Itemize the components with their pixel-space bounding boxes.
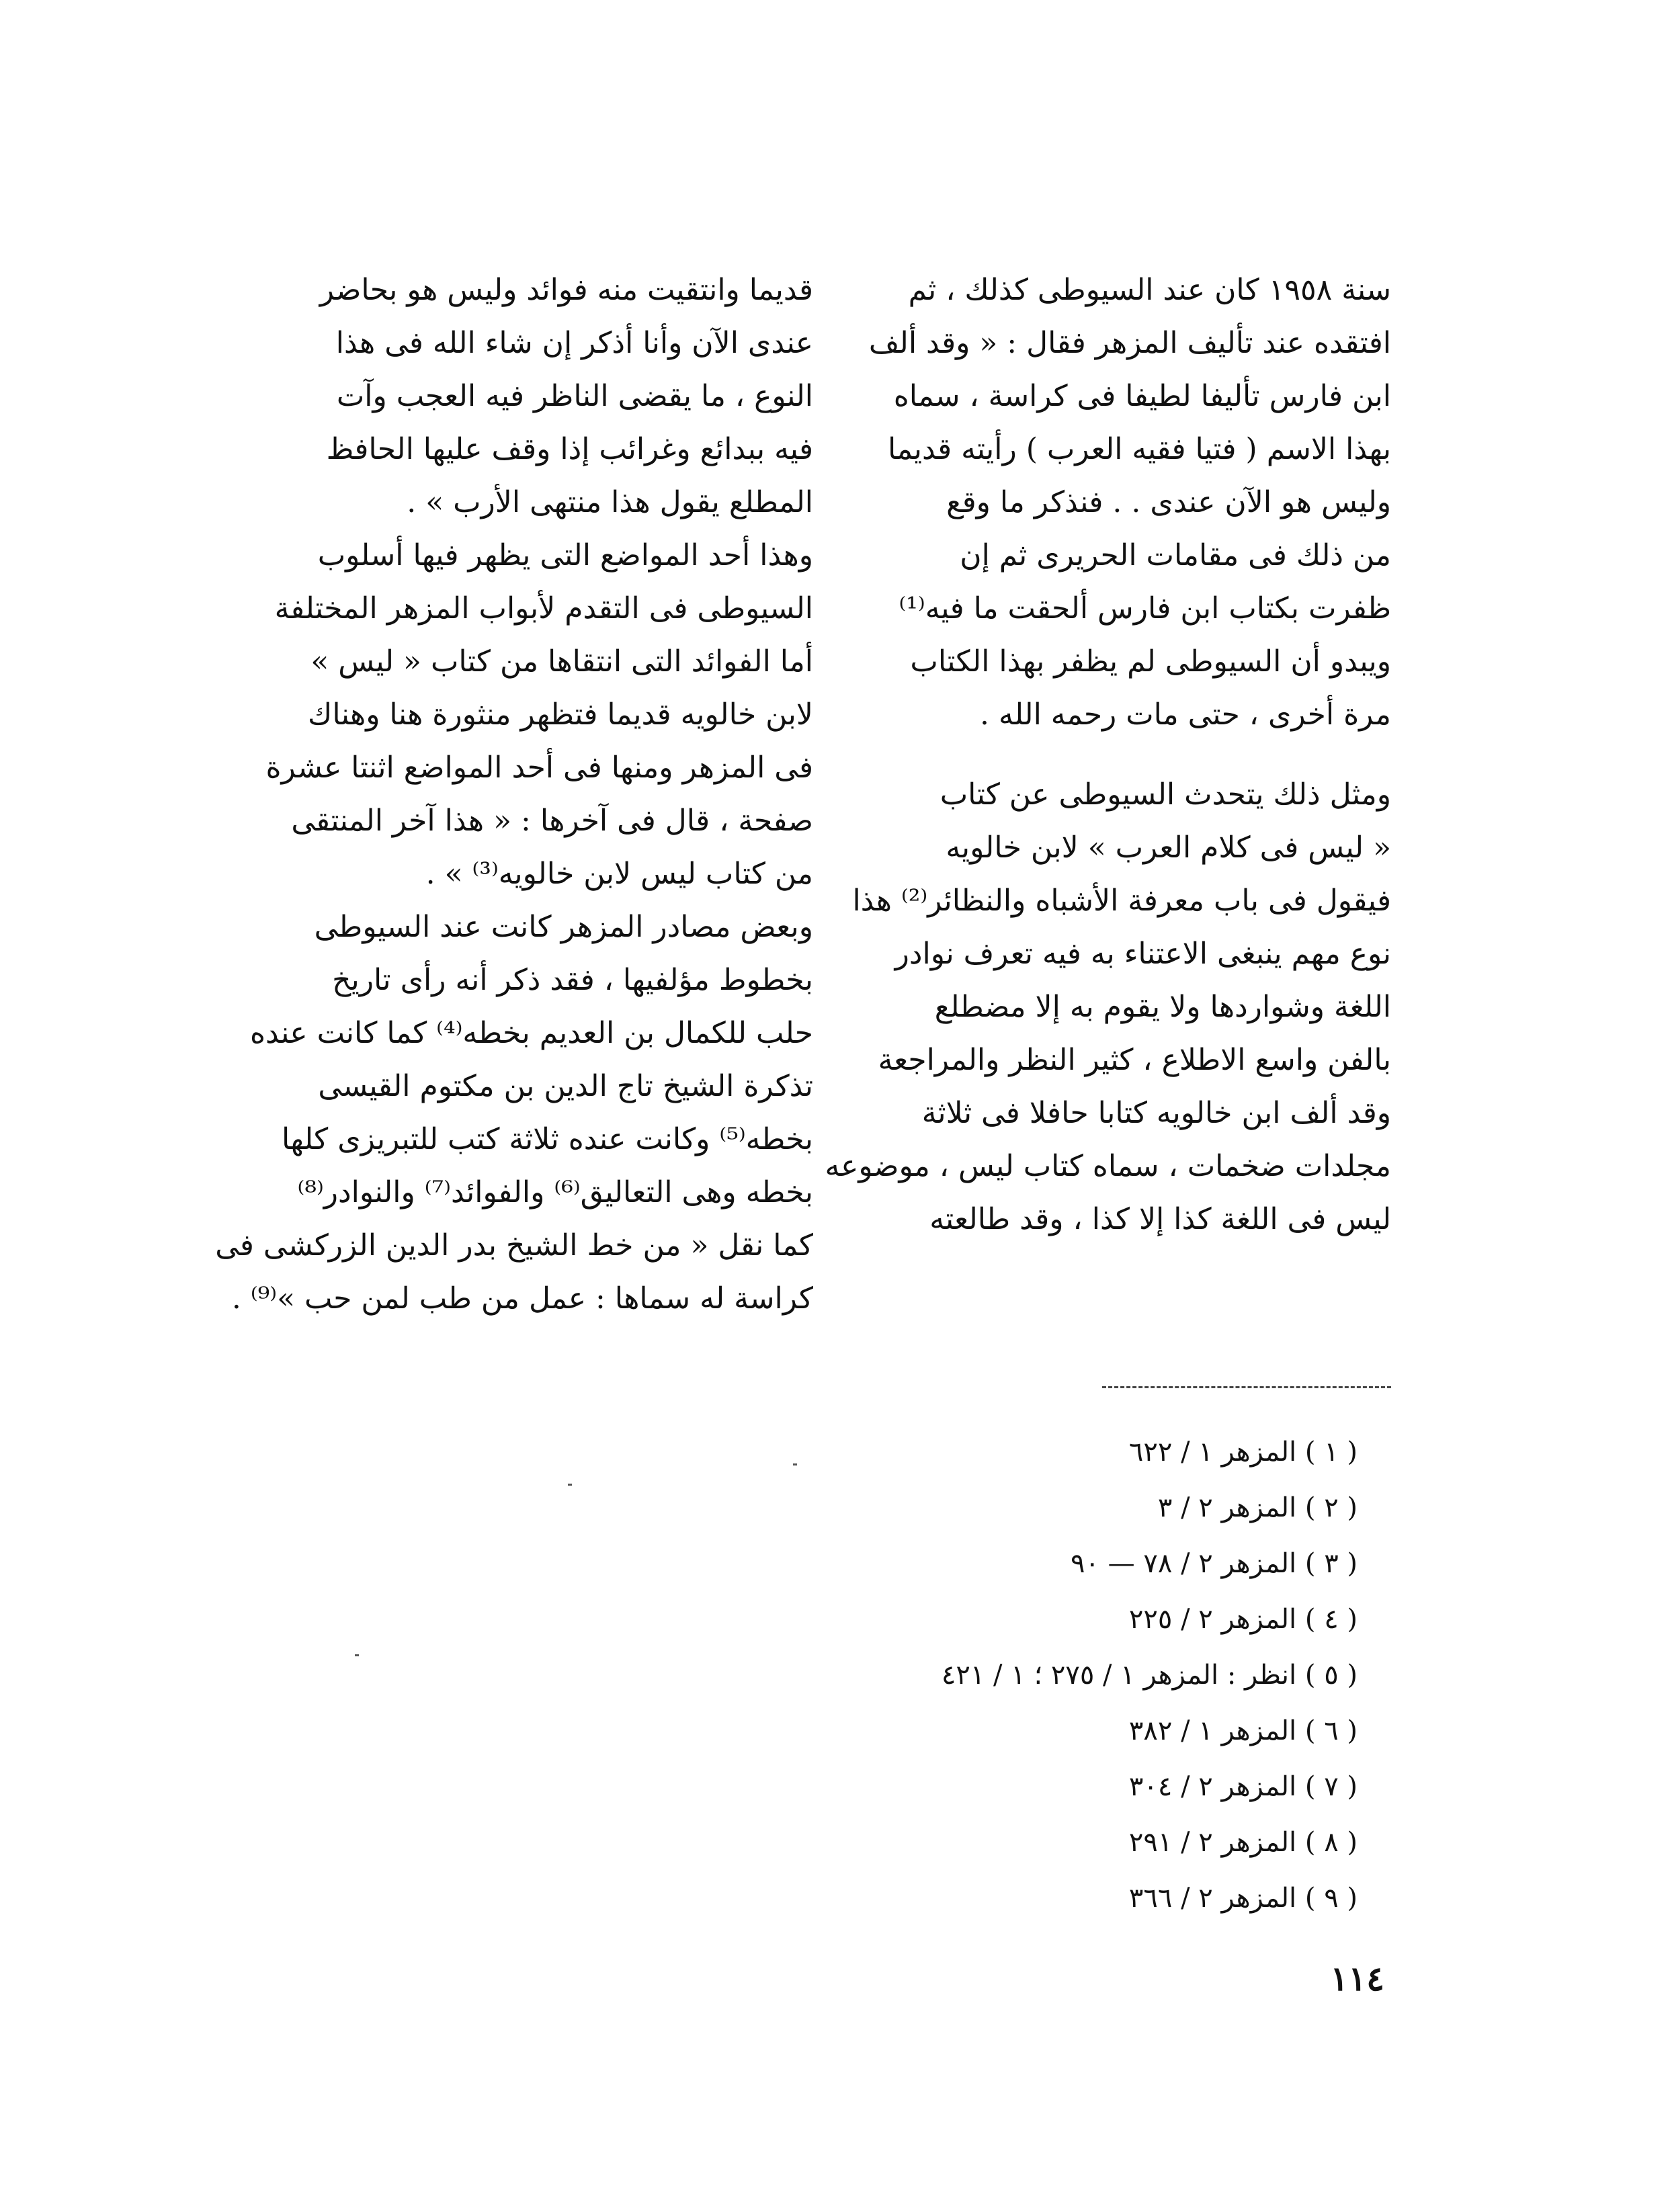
text-line: ويبدو أن السيوطى لم يظفر بهذا الكتاب <box>910 644 1391 679</box>
text-line: كما نقل « من خط الشيخ بدر الدين الزركشى فى <box>215 1228 813 1263</box>
footnote: ( ٩ ) المزهر ٢ / ٣٦٦ <box>1128 1883 1358 1914</box>
text-line: تذكرة الشيخ تاج الدين بن مكتوم القيسى <box>318 1069 813 1103</box>
text-line: ظفرت بكتاب ابن فارس ألحقت ما فيه⁽¹⁾ <box>899 591 1391 626</box>
text-line: نوع مهم ينبغى الاعتناء به فيه تعرف نوادر <box>894 937 1391 971</box>
footnote: ( ٢ ) المزهر ٢ / ٣ <box>1157 1492 1358 1523</box>
footnote: ( ٦ ) المزهر ١ / ٣٨٢ <box>1128 1715 1358 1746</box>
text-line: فى المزهر ومنها فى أحد المواضع اثنتا عشرة <box>265 751 813 785</box>
footnote: ( ٤ ) المزهر ٢ / ٢٢٥ <box>1128 1604 1358 1635</box>
footnote-divider <box>1102 1386 1391 1388</box>
text-line: « ليس فى كلام العرب » لابن خالويه <box>946 831 1391 865</box>
text-line: بخطه وهى التعاليق⁽⁶⁾ والفوائد⁽⁷⁾ والنوادر⁽⁸⁾ <box>297 1175 813 1209</box>
text-line: وبعض مصادر المزهر كانت عند السيوطى <box>314 910 813 944</box>
text-line: قديما وانتقيت منه فوائد وليس هو بحاضر <box>319 273 813 307</box>
text-line: سنة ١٩٥٨ كان عند السيوطى كذلك ، ثم <box>908 273 1391 307</box>
scan-speck <box>568 1484 572 1486</box>
text-line: بخطوط مؤلفيها ، فقد ذكر أنه رأى تاريخ <box>332 963 813 997</box>
text-line: بهذا الاسم ( فتيا فقيه العرب ) رأيته قديما <box>887 432 1391 466</box>
scan-speck <box>793 1463 797 1465</box>
scan-speck <box>355 1654 359 1656</box>
text-line: فيه ببدائع وغرائب إذا وقف عليها الحافظ <box>326 432 813 466</box>
text-line: ابن فارس تأليفا لطيفا فى كراسة ، سماه <box>893 379 1391 413</box>
text-line: لابن خالويه قديما فتظهر منثورة هنا وهناك <box>308 697 813 732</box>
footnote: ( ٨ ) المزهر ٢ / ٢٩١ <box>1128 1827 1358 1858</box>
text-line: عندى الآن وأنا أذكر إن شاء الله فى هذا <box>335 326 813 360</box>
text-line: من ذلك فى مقامات الحريرى ثم إن <box>960 538 1391 572</box>
text-line: مجلدات ضخمات ، سماه كتاب ليس ، موضوعه <box>825 1149 1391 1183</box>
footnote: ( ١ ) المزهر ١ / ٦٢٢ <box>1128 1437 1358 1467</box>
text-line: بخطه⁽⁵⁾ وكانت عنده ثلاثة كتب للتبريزى كلها <box>282 1122 813 1156</box>
page-number: ١١٤ <box>1330 1959 1384 1998</box>
footnote: ( ٥ ) انظر : المزهر ١ / ٢٧٥ ؛ ١ / ٤٢١ <box>941 1660 1358 1691</box>
text-line: بالفن واسع الاطلاع ، كثير النظر والمراجعة <box>878 1043 1391 1077</box>
footnote: ( ٧ ) المزهر ٢ / ٣٠٤ <box>1128 1771 1358 1802</box>
text-line: ليس فى اللغة كذا إلا كذا ، وقد طالعته <box>929 1202 1391 1236</box>
text-line: مرة أخرى ، حتى مات رحمه الله . <box>980 697 1391 732</box>
footnotes <box>806 1424 1358 1926</box>
text-line: كراسة له سماها : عمل من طب لمن حب »⁽⁹⁾ . <box>231 1281 813 1316</box>
text-line: من كتاب ليس لابن خالويه⁽³⁾ » . <box>425 857 813 891</box>
text-column-left <box>215 263 813 1325</box>
text-line: افتقده عند تأليف المزهر فقال : « وقد ألف <box>868 326 1391 360</box>
text-line: المطلع يقول هذا منتهى الأرب » . <box>407 485 813 519</box>
paragraph-gap <box>853 741 1391 768</box>
text-column-right <box>825 263 1391 1246</box>
text-line: وقد ألف ابن خالويه كتابا حافلا فى ثلاثة <box>921 1096 1391 1130</box>
text-line: فيقول فى باب معرفة الأشباه والنظائر⁽²⁾ هذا <box>852 884 1391 918</box>
text-line: أما الفوائد التى انتقاها من كتاب « ليس » <box>310 644 813 679</box>
text-line: صفحة ، قال فى آخرها : « هذا آخر المنتقى <box>291 804 813 838</box>
text-line: حلب للكمال بن العديم بخطه⁽⁴⁾ كما كانت عنده <box>249 1016 813 1050</box>
footnote: ( ٣ ) المزهر ٢ / ٧٨ — ٩٠ <box>1071 1548 1358 1579</box>
text-line: اللغة وشواردها ولا يقوم به إلا مضطلع <box>934 990 1391 1024</box>
text-line: النوع ، ما يقضى الناظر فيه العجب وآت <box>336 379 813 413</box>
text-line: وهذا أحد المواضع التى يظهر فيها أسلوب <box>317 538 813 572</box>
text-line: ومثل ذلك يتحدث السيوطى عن كتاب <box>940 777 1391 812</box>
text-line: السيوطى فى التقدم لأبواب المزهر المختلفة <box>274 591 813 626</box>
text-line: وليس هو الآن عندى . . فنذكر ما وقع <box>946 485 1391 519</box>
